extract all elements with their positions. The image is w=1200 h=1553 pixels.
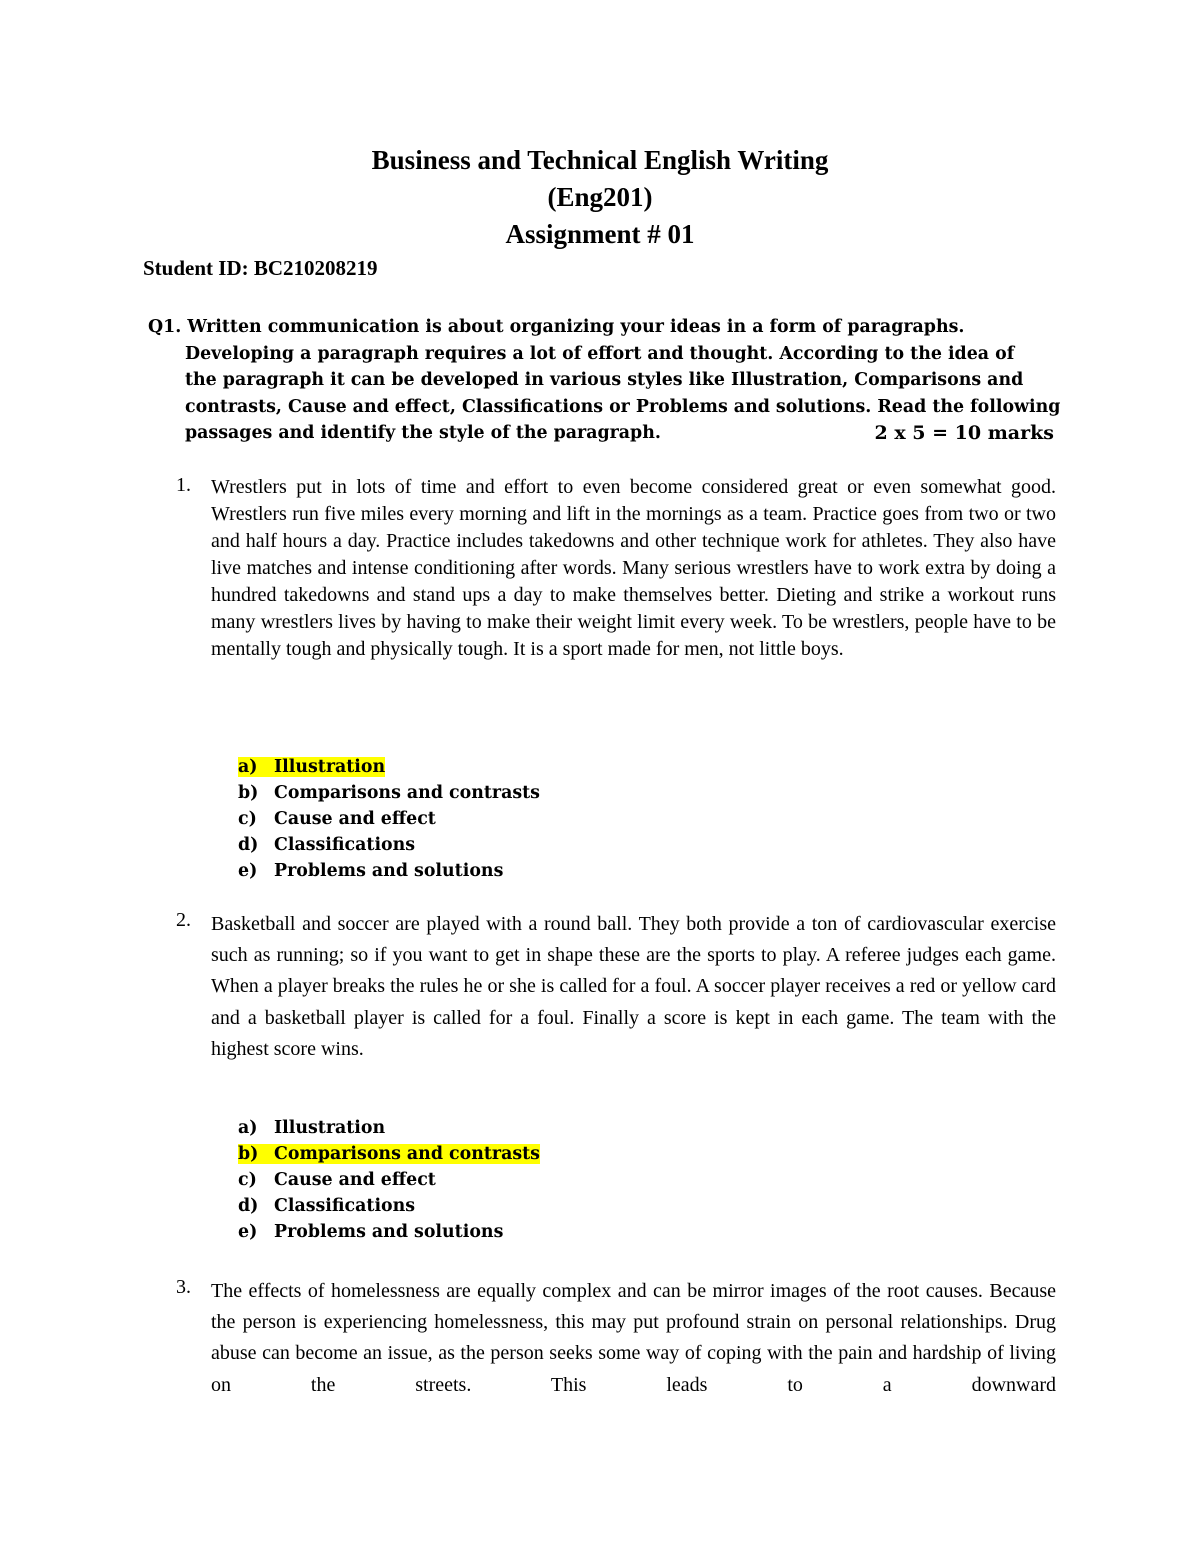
passage-text: Wrestlers put in lots of time and effort to even become considered great or even somewhat good. Wrestlers run five miles every morning and lift in the mornings as a team. Practice goes from two or two and half hours a day. Practice includes takedowns and other technique work for athletes. They also have live matches and intense conditioning after words. Many serious wrestlers have to work extra by doing a hundred takedowns and stand ups a day to make themselves better. Dieting and strike a workout runs many wrestlers lives by having to make their weight limit every week. To be wrestlers, people have to be mentally tough and physically tough. It is a sport made for men, not little boys. xyxy=(211,476,1056,660)
item-number: 2. xyxy=(176,909,191,931)
passage-text: Basketball and soccer are played with a round ball. They both provide a ton of cardiovascular exercise such as running; so if you want to get in shape these are the sports to play. A referee judges each game. When a player breaks the rules he or she is called for a foul. A soccer player receives a red or yellow card and a basketball player is called for a foul. Finally a score is kept in each game. The team with the highest score wins. xyxy=(211,913,1056,1060)
option-problems-solutions[interactable]: e) Problems and solutions xyxy=(238,861,504,881)
option-comparisons[interactable]: b) Comparisons and contrasts xyxy=(238,783,540,803)
course-code: (Eng201) xyxy=(547,182,653,212)
options-list-2 xyxy=(238,1115,540,1245)
option-comparisons[interactable] xyxy=(238,1141,540,1167)
option-illustration[interactable] xyxy=(238,754,540,780)
student-id: Student ID: BC210208219 xyxy=(143,256,378,280)
option-classifications[interactable]: d) Classifications xyxy=(238,835,416,855)
selected-highlight: a) Illustration xyxy=(238,757,386,777)
question-line: contrasts, Cause and effect, Classifications or Problems and solutions. Read the following xyxy=(185,396,1061,417)
question-1 xyxy=(148,314,1061,447)
question-line-text: passages and identify the style of the paragraph. xyxy=(185,423,661,444)
question-line xyxy=(148,420,1054,447)
option-cause-effect[interactable]: c) Cause and effect xyxy=(238,1170,436,1190)
marks-label: 2 x 5 = 10 marks xyxy=(874,422,1054,445)
course-title: Business and Technical English Writing xyxy=(371,145,829,175)
option-illustration[interactable]: a) Illustration xyxy=(238,1118,386,1138)
options-list-1 xyxy=(238,754,540,884)
option-classifications[interactable]: d) Classifications xyxy=(238,1196,416,1216)
question-line: Q1. Written communication is about organizing your ideas in a form of paragraphs. xyxy=(148,317,965,337)
question-line: Developing a paragraph requires a lot of effort and thought. According to the idea of xyxy=(185,343,1015,364)
passage-text: The effects of homelessness are equally complex and can be mirror images of the root causes. Because the person is experiencing homelessness, this may put profound strain on personal relationships. Drug abuse can become an issue, as the person seeks some way of coping with the pain and hardship of living on the streets. This leads to a downward xyxy=(211,1280,1056,1396)
item-number: 1. xyxy=(176,474,191,496)
option-problems-solutions[interactable]: e) Problems and solutions xyxy=(238,1222,504,1242)
option-cause-effect[interactable]: c) Cause and effect xyxy=(238,809,436,829)
assignment-title: Assignment # 01 xyxy=(505,219,695,249)
selected-highlight: b) Comparisons and contrasts xyxy=(238,1144,540,1164)
item-number: 3. xyxy=(176,1276,191,1298)
question-line: the paragraph it can be developed in various styles like Illustration, Comparisons and xyxy=(185,370,1024,391)
